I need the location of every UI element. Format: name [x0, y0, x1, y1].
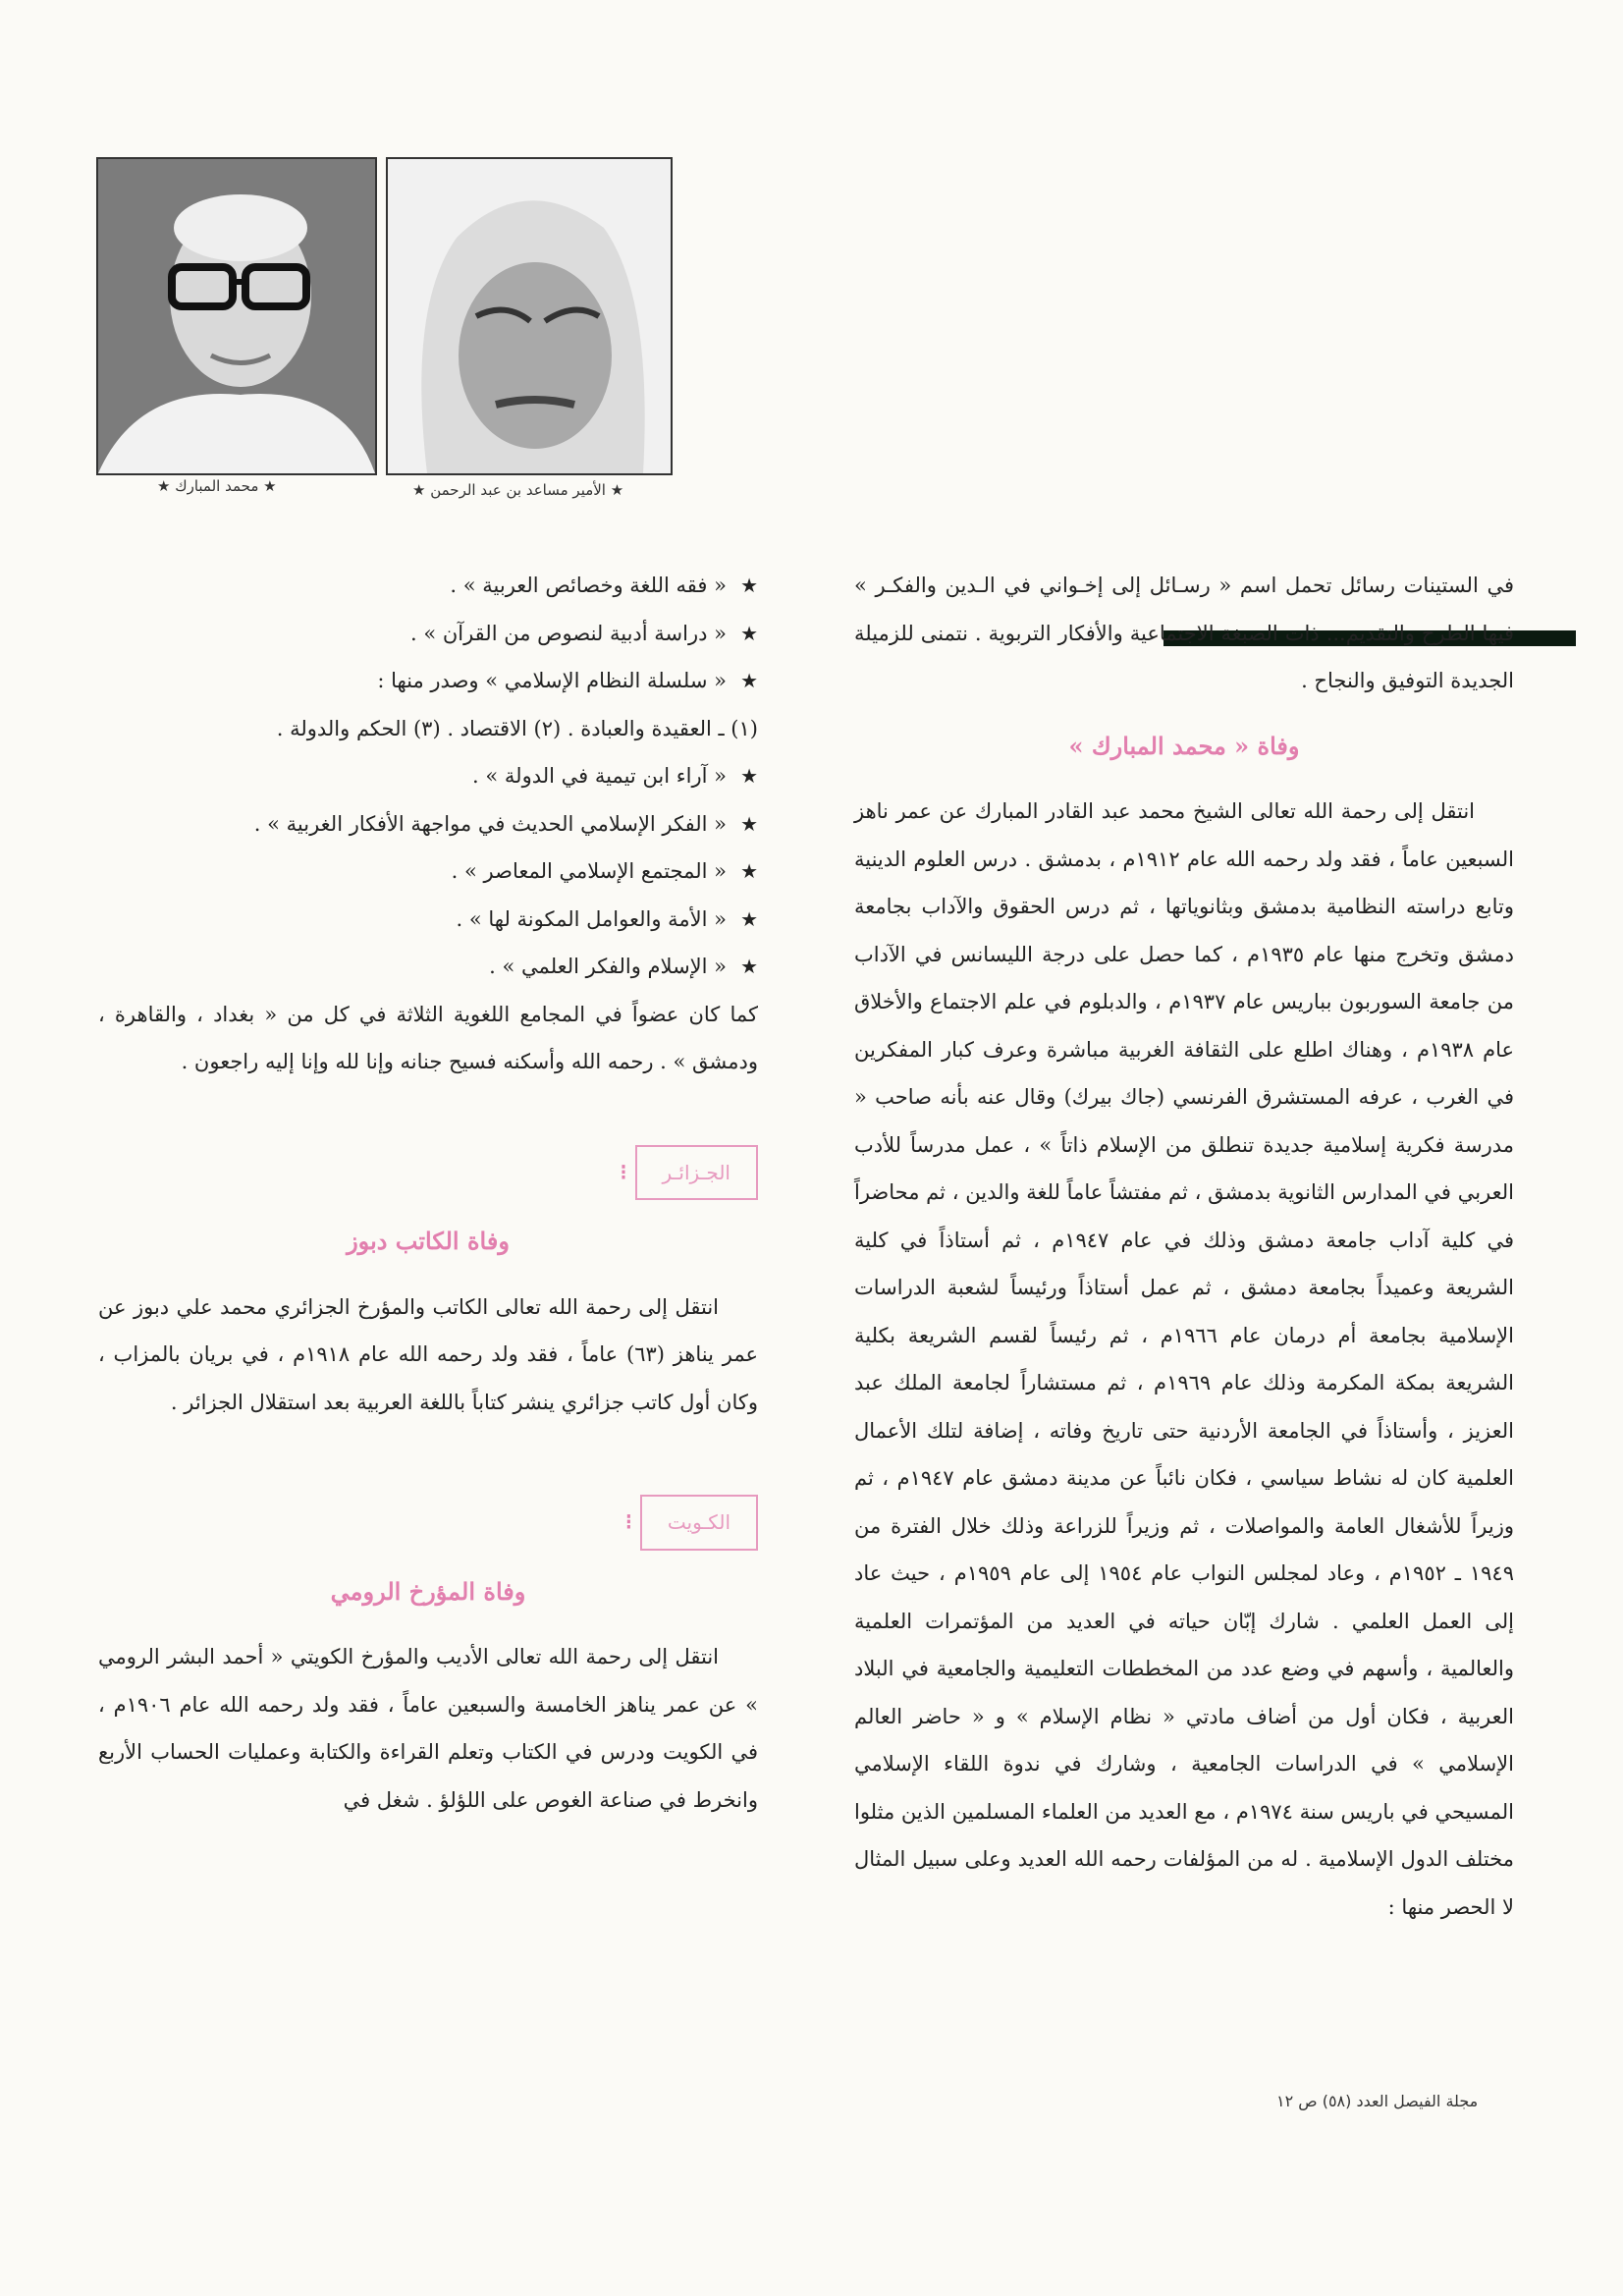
- section-marker-icon: ⁝: [620, 1159, 627, 1185]
- page-footer: مجلة الفيصل العدد (٥٨) ص ١٢: [1276, 2092, 1479, 2110]
- list-item: ★ « الفكر الإسلامي الحديث في مواجهة الأفكار الغربية » .: [98, 800, 758, 848]
- mubarak-obituary: انتقل إلى رحمة الله تعالى الشيخ محمد عبد القادر المبارك عن عمر ناهز السبعين عاماً ، فقد ولد رحمه الله عام ١٩١٢م ، بدمشق . درس العلوم الدينية وتابع دراسته النظامية بدمشق وبثانوياتها ، ثم درس الحقوق والآداب بجامعة دمشق وتخرج منها عام ١٩٣٥م ، كما حصل على درجة الليسانس في الآداب من جامعة السوربون بباريس عام ١٩٣٧م ، والدبلوم في علم الاجتماع والأخلاق عام ١٩٣٨م ، وهناك اطلع على الثقافة الغربية مباشرة وعرف كبار المفكرين في الغرب ، عرفه المستشرق الفرنسي (جاك بيرك) وقال عنه بأنه صاحب « مدرسة فكرية إسلامية جديدة تنطلق من الإسلام ذاتاً » ، عمل مدرساً للأدب العربي في المدارس الثانوية بدمشق ، ثم مفتشاً عاماً للغة والدين ، ثم محاضراً في كلية آداب جامعة دمشق وذلك في عام ١٩٤٧م ، ثم أستاذاً في كلية الشريعة وعميداً بجامعة دمشق ، ثم عمل أستاذاً ورئيساً لشعبة الدراسات الإسلامية بجامعة أم درمان عام ١٩٦٦م ، ثم رئيساً لقسم الشريعة بكلية الشريعة بمكة المكرمة وذلك عام ١٩٦٩م ، ثم مستشاراً لجامعة الملك عبد العزيز ، وأستاذاً في الجامعة الأردنية حتى تاريخ وفاته ، إضافة لتلك الأعمال العلمية كان له نشاط سياسي ، فكان نائباً عن مدينة دمشق عام ١٩٤٧م ، ثم وزيراً للأشغال العامة والمواصلات ، ثم وزيراً للزراعة وذلك خلال الفترة من ١٩٤٩ ـ ١٩٥٢م ، وعاد لمجلس النواب عام ١٩٥٤ إلى عام ١٩٥٩م ، حيث عاد إلى العمل العلمي . شارك إبّان حياته في العديد من المؤتمرات العلمية والعالمية ، وأسهم في وضع عدد من المخططات التعليمية والجامعية في البلاد العربية ، فكان أول من أضاف مادتي « نظام الإسلام » و « حاضر العالم الإسلامي » في الدراسات الجامعية ، وشارك في ندوة اللقاء الإسلامي المسيحي في باريس سنة ١٩٧٤م ، مع العديد من العلماء المسلمين الذين مثلوا مختلف الدول الإسلامية . له من المؤلفات رحمه الله العديد وعلى سبيل المثال لا الحصر منها :: [854, 799, 1515, 1919]
- heading-mubarak: وفاة « محمد المبارك »: [1068, 731, 1300, 760]
- list-item: ★ « سلسلة النظام الإسلامي » وصدر منها :: [98, 657, 758, 705]
- series-volumes: (١) ـ العقيدة والعبادة . (٢) الاقتصاد . (٣) الحكم والدولة .: [276, 716, 758, 740]
- list-item: ★ « دراسة أدبية لنصوص من القرآن » .: [98, 610, 758, 658]
- membership-paragraph: كما كان عضواً في المجامع اللغوية الثلاثة في كل من « بغداد ، والقاهرة ، ودمشق » . رحمه الله وأسكنه فسيح جنانه وإنا لله وإنا إليه راجعون .: [98, 1002, 758, 1073]
- portrait-photo-icon: [388, 159, 671, 473]
- section-marker-icon: ⁝: [624, 1509, 632, 1535]
- section-label-kuwait: [98, 1495, 758, 1551]
- list-item: ★ « الأمة والعوامل المكونة لها » .: [98, 896, 758, 944]
- list-item: ★ « فقه اللغة وخصائص العربية » .: [98, 562, 758, 610]
- dabbouz-obituary: انتقل إلى رحمة الله تعالى الكاتب والمؤرخ الجزائري محمد علي دبوز عن عمر يناهز (٦٣) عاماً ، فقد ولد رحمه الله عام ١٩١٨م ، في بريان بالمزاب ، وكان أول كاتب جزائري ينشر كتاباً باللغة العربية بعد استقلال الجزائر .: [98, 1294, 759, 1414]
- list-item: ★ « المجتمع الإسلامي المعاصر » .: [98, 847, 758, 896]
- section-label: الجـزائـر: [635, 1145, 758, 1201]
- books-list-1: [98, 562, 758, 705]
- heading-dabbouz: وفاة الكاتب دبوز: [347, 1227, 510, 1255]
- photo-caption-left: ★ محمد المبارك ★: [157, 477, 277, 495]
- intro-paragraph: في الستينات رسائل تحمل اسم « رسـائل إلى إخـواني في الـدين والفكـر » فيها الطرح والتقديم... ذات الصبغة الاجتماعية والأفكار التربوية . نتمنى للزميلة الجديدة التوفيق والنجاح .: [854, 574, 1514, 692]
- portrait-photo-icon: [98, 159, 375, 473]
- books-list-2: [98, 752, 758, 991]
- photo-caption-right: ★ الأمير مساعد بن عبد الرحمن ★: [412, 481, 624, 499]
- left-column: [98, 562, 758, 1824]
- photo-prince-musaed: [386, 157, 673, 475]
- list-item: ★ « آراء ابن تيمية في الدولة » .: [98, 752, 758, 800]
- roumi-obituary: انتقل إلى رحمة الله تعالى الأديب والمؤرخ الكويتي « أحمد البشر الرومي » عن عمر يناهز الخامسة والسبعين عاماً ، فقد ولد رحمه الله عام ١٩٠٦م ، في الكويت ودرس في الكتاب وتعلم القراءة والكتابة وعمليات الحساب الأربع وانخرط في صناعة الغوص على اللؤلؤ . شغل في: [98, 1645, 758, 1812]
- section-label-algeria: [98, 1145, 758, 1201]
- list-item: ★ « الإسلام والفكر العلمي » .: [98, 943, 758, 991]
- heading-roumi: وفاة المؤرخ الرومي: [330, 1576, 526, 1606]
- section-label: الكـويت: [640, 1495, 758, 1551]
- right-column: [854, 562, 1514, 1931]
- photo-mohammed-mubarak: [96, 157, 377, 475]
